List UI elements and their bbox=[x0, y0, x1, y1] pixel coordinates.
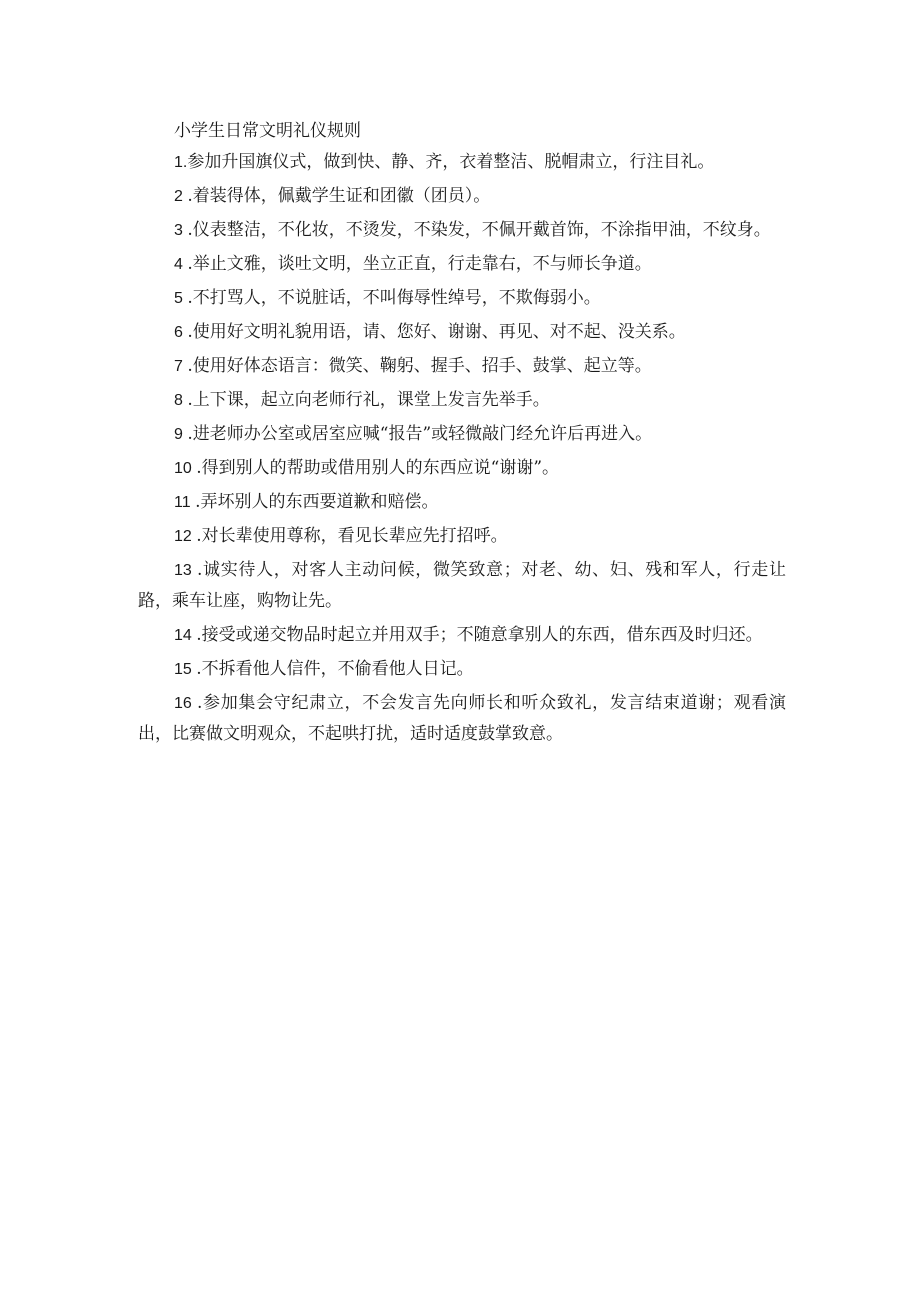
rule-text: .弄坏别人的东西要道歉和赔偿。 bbox=[195, 492, 439, 512]
rule-number: 16 bbox=[174, 695, 197, 712]
rule-number: 1. bbox=[174, 154, 188, 171]
rule-text: .不拆看他人信件，不偷看他人日记。 bbox=[196, 659, 474, 679]
rule-text: .使用好文明礼貌用语，请、您好、谢谢、再见、对不起、没关系。 bbox=[187, 322, 686, 342]
rule-number: 9 bbox=[174, 426, 188, 443]
rule-text: .得到别人的帮助或借用别人的东西应说“谢谢”。 bbox=[196, 458, 560, 478]
rule-item bbox=[138, 147, 786, 178]
rule-item bbox=[138, 620, 786, 651]
rule-text: .着装得体，佩戴学生证和团徽（团员）。 bbox=[187, 186, 491, 206]
rule-number: 4 bbox=[174, 256, 188, 273]
rule-number: 11 bbox=[174, 494, 196, 511]
rule-number: 6 bbox=[174, 324, 188, 341]
rule-item bbox=[138, 215, 786, 246]
rule-text: .诚实待人，对客人主动问候，微笑致意；对老、幼、妇、残和军人，行走让路，乘车让座，购物让先。 bbox=[138, 560, 786, 611]
document-body bbox=[138, 116, 786, 753]
rule-number: 12 bbox=[174, 528, 197, 545]
rule-number: 10 bbox=[174, 460, 197, 477]
rule-number: 5 bbox=[174, 290, 188, 307]
rule-number: 8 bbox=[174, 392, 188, 409]
rule-text: .对长辈使用尊称，看见长辈应先打招呼。 bbox=[196, 526, 508, 546]
rule-item bbox=[138, 688, 786, 750]
rule-item bbox=[138, 249, 786, 280]
rule-text: .参加集会守纪肃立，不会发言先向师长和听众致礼，发言结束道谢；观看演出，比赛做文明观众，不起哄打扰，适时适度鼓掌致意。 bbox=[138, 693, 786, 744]
rule-number: 3 bbox=[174, 222, 188, 239]
rule-item bbox=[138, 181, 786, 212]
rule-text: .不打骂人，不说脏话，不叫侮辱性绰号，不欺侮弱小。 bbox=[187, 288, 601, 308]
rule-text: 参加升国旗仪式，做到快、静、齐，衣着整洁、脱帽肃立，行注目礼。 bbox=[187, 152, 715, 172]
rule-number: 15 bbox=[174, 661, 197, 678]
rule-number: 14 bbox=[174, 627, 197, 644]
rule-text: .使用好体态语言：微笑、鞠躬、握手、招手、鼓掌、起立等。 bbox=[187, 356, 652, 376]
rule-text: .进老师办公室或居室应喊“报告”或轻微敲门经允许后再进入。 bbox=[187, 424, 653, 444]
rule-text: .接受或递交物品时起立并用双手；不随意拿别人的东西，借东西及时归还。 bbox=[196, 625, 763, 645]
rule-item bbox=[138, 555, 786, 617]
rule-number: 7 bbox=[174, 358, 188, 375]
document-title: 小学生日常文明礼仪规则 bbox=[174, 121, 361, 141]
rule-item bbox=[138, 419, 786, 450]
rule-number: 13 bbox=[174, 562, 197, 579]
rule-text: .仪表整洁，不化妆，不烫发，不染发，不佩开戴首饰，不涂指甲油，不纹身。 bbox=[187, 220, 771, 240]
rule-item bbox=[138, 654, 786, 685]
rule-item bbox=[138, 487, 786, 518]
rule-item bbox=[138, 351, 786, 382]
rule-number: 2 bbox=[174, 188, 188, 205]
rule-item bbox=[138, 453, 786, 484]
rule-item bbox=[138, 283, 786, 314]
rule-item bbox=[138, 521, 786, 552]
rule-text: .上下课，起立向老师行礼，课堂上发言先举手。 bbox=[187, 390, 550, 410]
rule-item bbox=[138, 385, 786, 416]
rule-text: .举止文雅，谈吐文明，坐立正直，行走靠右，不与师长争道。 bbox=[187, 254, 652, 274]
rule-item bbox=[138, 317, 786, 348]
